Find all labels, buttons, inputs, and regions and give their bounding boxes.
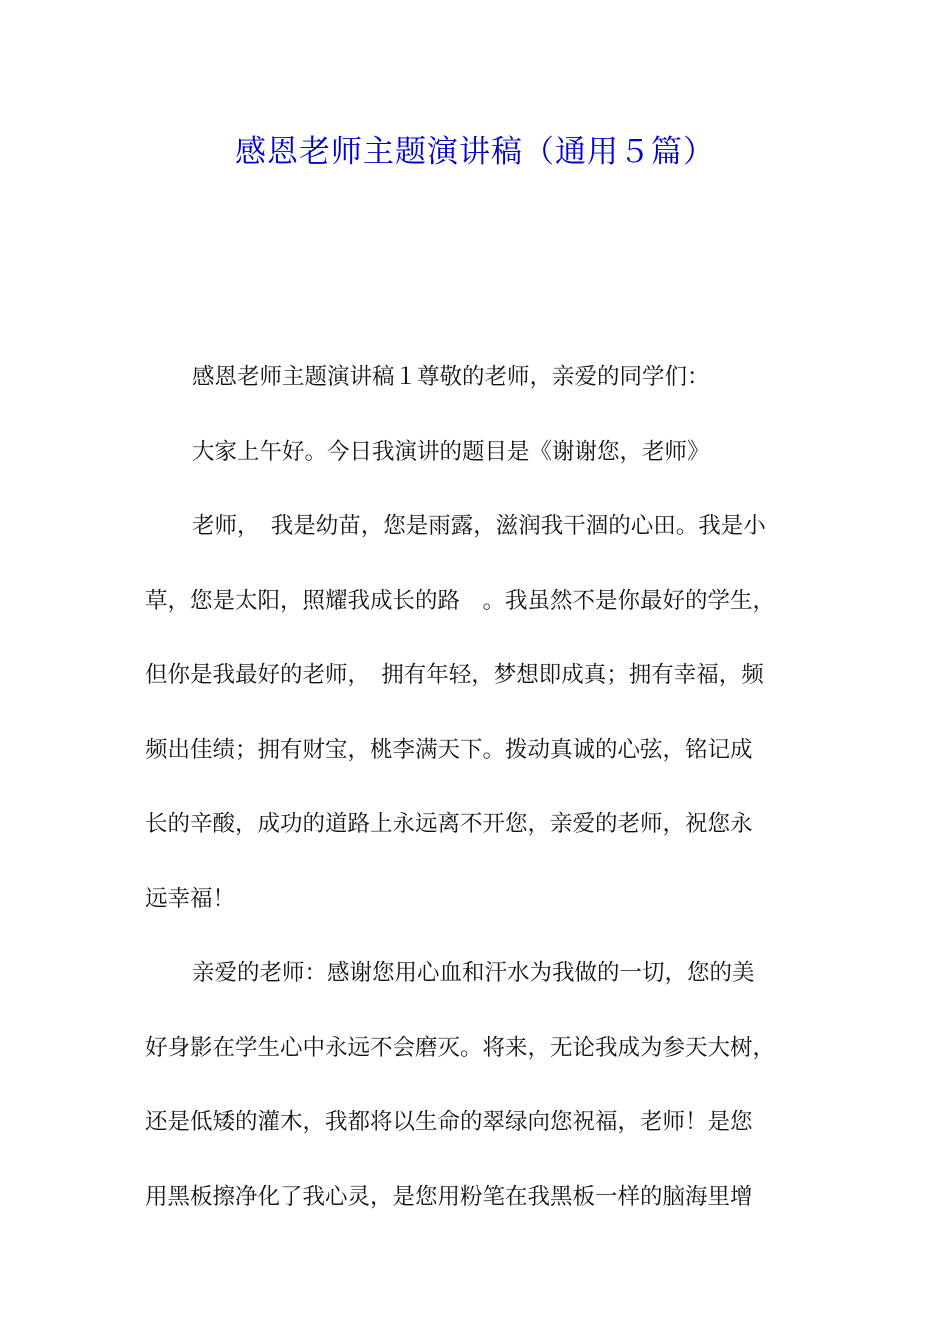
paragraph-salutation [145,340,810,415]
text-line: 长的辛酸，成功的道路上永远离不开您，亲爱的老师，祝您永 [145,811,753,837]
text-line: 大家上午好。今日我演讲的题目是《谢谢您，老师》 [192,438,710,465]
document-title: 感恩老师主题演讲稿（通用５篇） [235,134,715,170]
text-line: 用黑板擦净化了我心灵，是您用粉笔在我黑板一样的脑海里增 [145,1183,753,1210]
text-line: 老师， 我是幼苗，您是雨露，滋润我干涸的心田。我是小 [192,513,766,539]
text-line: 好身影在学生心中永远不会磨灭。将来，无论我成为参天大树， [145,1034,776,1061]
text-line: 感恩老师主题演讲稿１尊敬的老师，亲爱的同学们： [192,364,710,390]
text-line: 亲爱的老师：感谢您用心血和汗水为我做的一切，您的美 [192,960,755,986]
text-line: 远幸福！ [145,885,236,912]
paragraph-greeting [145,415,810,490]
paragraph-body-2 [145,936,810,1234]
text-line: 但你是我最好的老师， 拥有年轻，梦想即成真；拥有幸福，频 [145,662,764,688]
text-line: 草，您是太阳，照耀我成长的路 。我虽然不是你最好的学生， [145,587,776,614]
document-body [145,340,810,1234]
paragraph-body-1 [145,489,810,936]
text-line: 频出佳绩；拥有财宝，桃李满天下。拨动真诚的心弦，铭记成 [145,736,753,763]
text-line: 还是低矮的灌木，我都将以生命的翠绿向您祝福，老师！是您 [145,1109,753,1135]
